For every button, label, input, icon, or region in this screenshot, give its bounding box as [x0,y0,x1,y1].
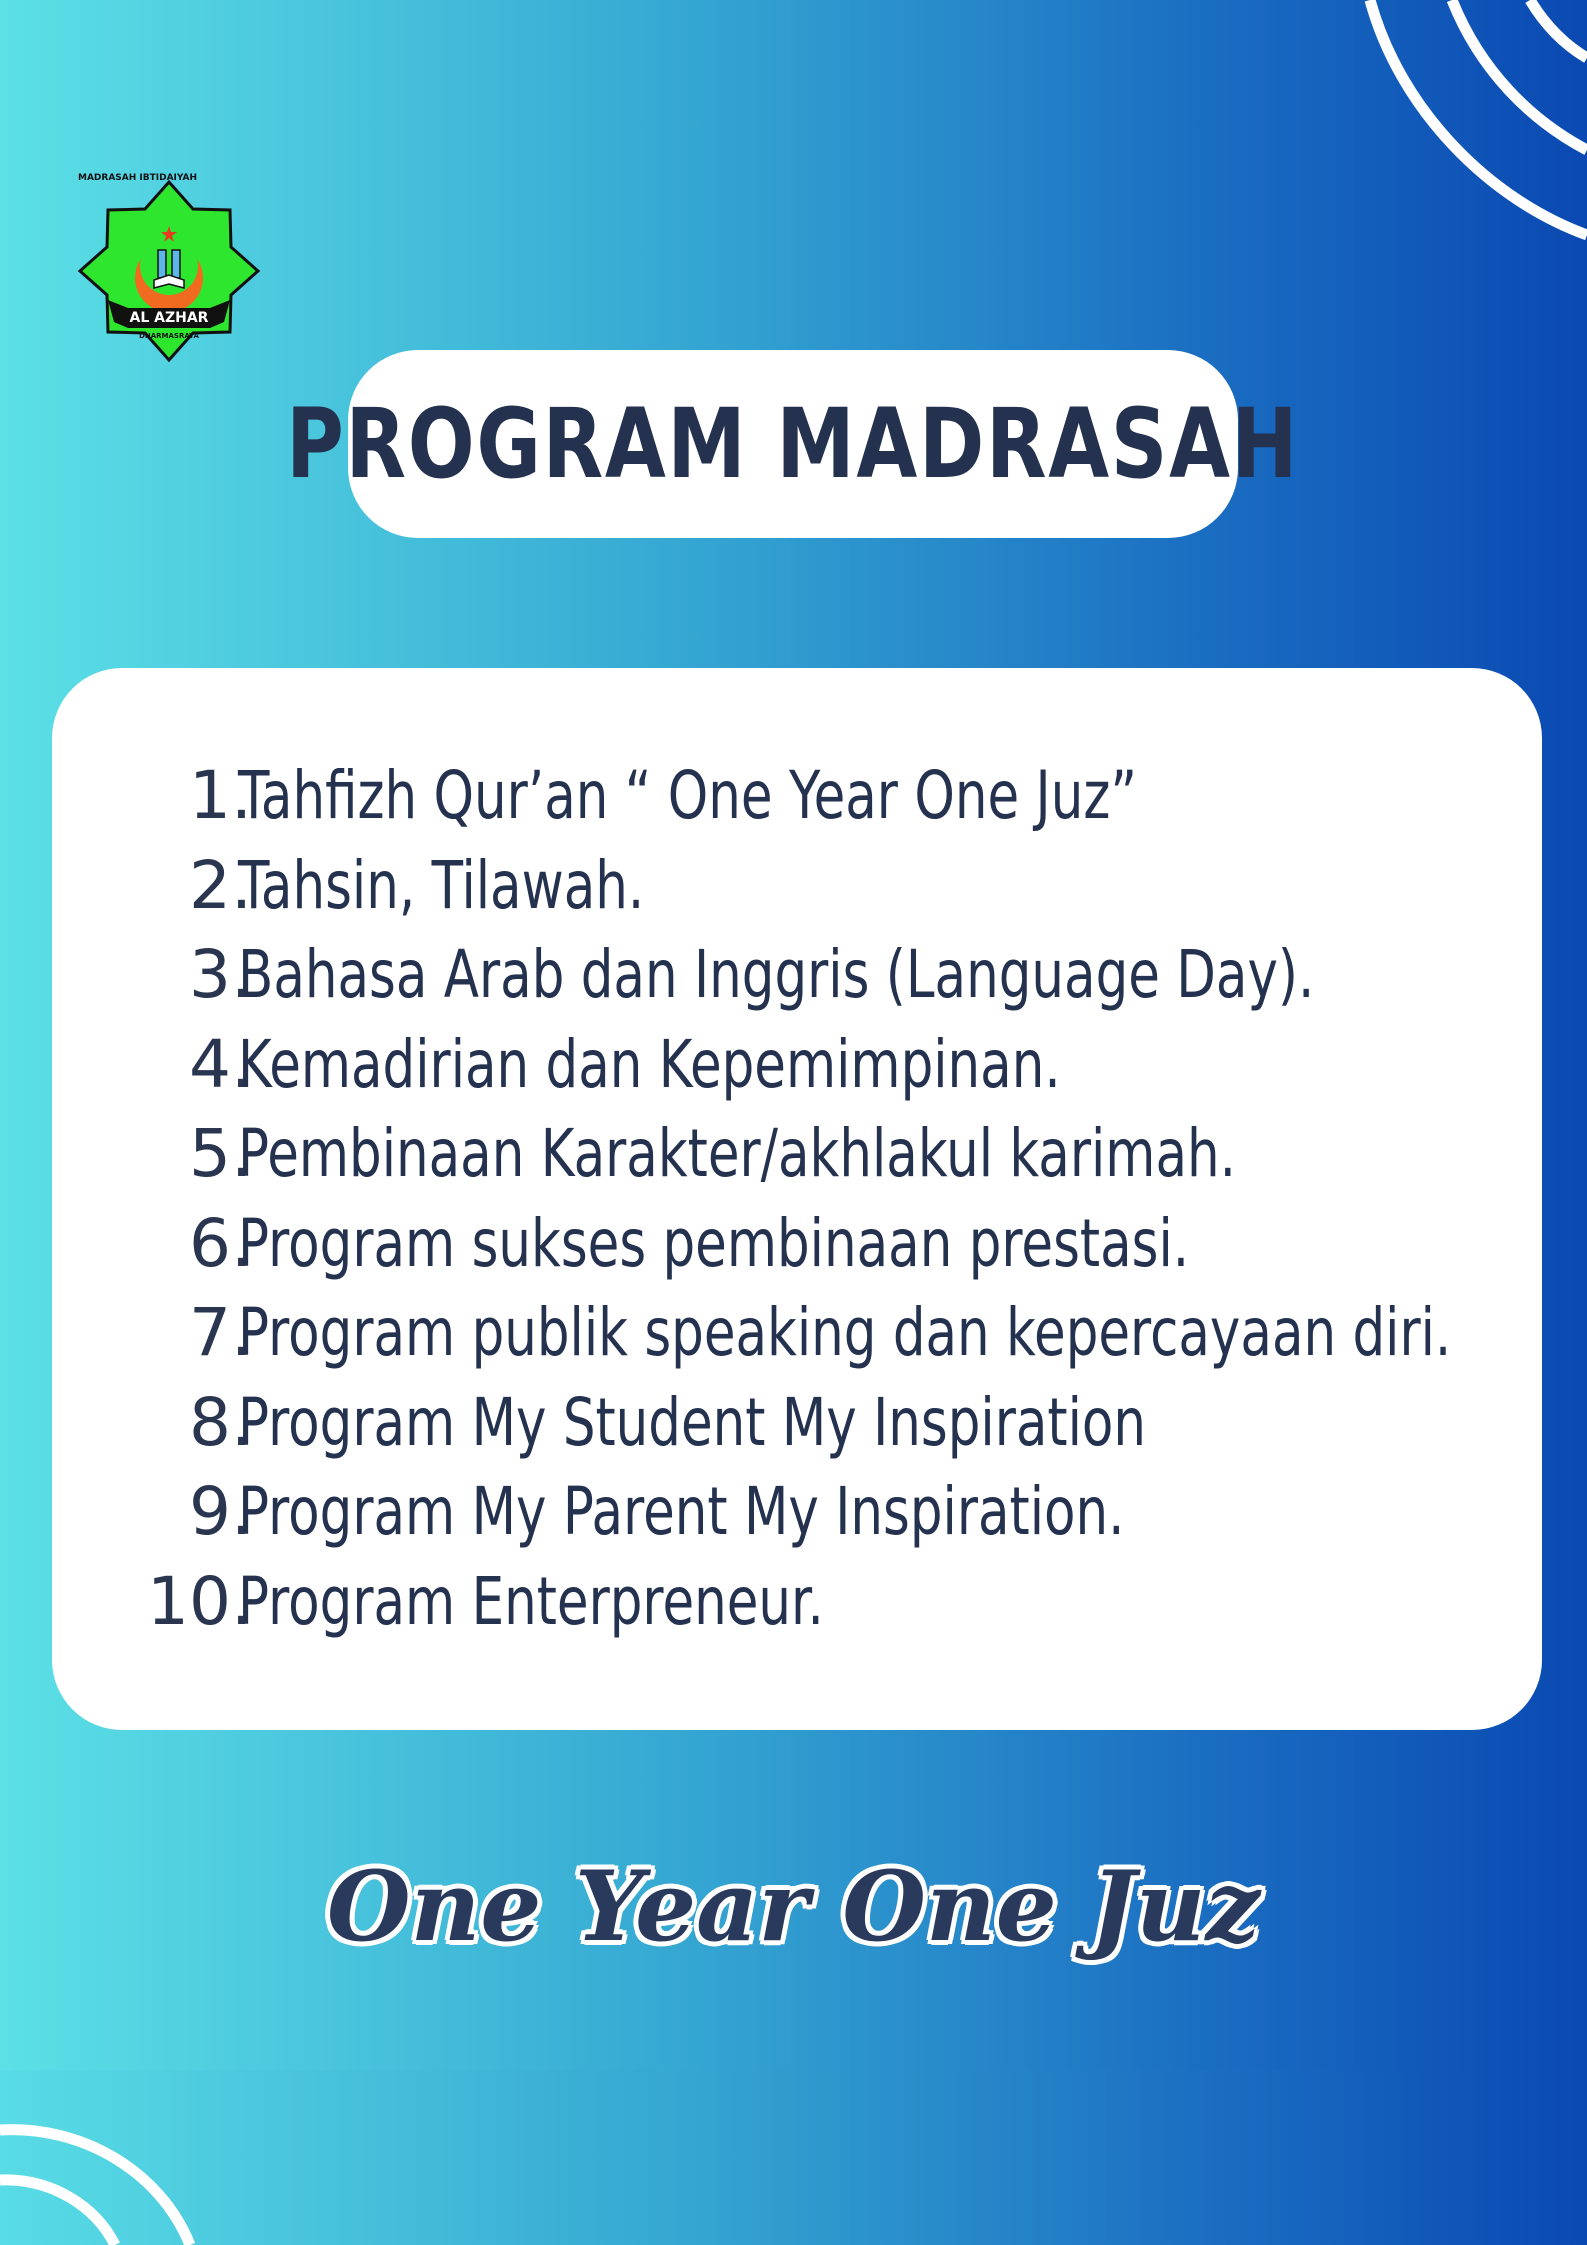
list-item [52,756,1542,846]
list-item-text: Program publik speaking dan kepercayaan diri. [238,1294,1452,1371]
program-list [52,756,1542,1651]
list-item-number: 1. [189,757,252,834]
list-item [52,1562,1542,1652]
list-item-text: Program My Student My Inspiration [238,1383,1147,1461]
list-item [52,846,1542,936]
list-item-text: Tahfizh Qur’an “ One Year One Juz” [238,757,1138,834]
list-item [52,1383,1542,1473]
list-item-number: 10. [147,1562,252,1640]
program-list-card [52,668,1542,1730]
list-item [52,1472,1542,1562]
list-item-text: Program sukses pembinaan prestasi. [238,1204,1190,1282]
list-item-number: 2. [189,846,252,924]
list-item-text: Bahasa Arab dan Inggris (Language Day). [238,936,1315,1013]
list-item [52,1204,1542,1294]
logo-name: AL AZHAR [129,310,209,326]
title-banner [286,350,1300,538]
list-item-number: 6. [189,1204,252,1282]
list-item [52,1025,1542,1115]
list-item-number: 7. [189,1294,252,1371]
list-item-number: 9. [189,1473,252,1550]
list-item-text: Pembinaan Karakter/akhlakul karimah. [238,1115,1236,1192]
list-item-number: 4. [189,1025,252,1103]
logo-arc-text: MADRASAH IBTIDAIYAH [78,173,198,183]
list-item [52,935,1542,1025]
list-item-text: Tahsin, Tilawah. [238,846,645,924]
list-item-text: Program Enterpreneur. [238,1562,824,1640]
tagline: One Year One Juz [326,1850,1261,1963]
list-item [52,1293,1542,1383]
logo-subtext: DHARMASRAYA [139,332,199,340]
decorative-arcs-top [1340,0,1587,250]
school-logo [78,173,260,362]
list-item-number: 8. [189,1383,252,1461]
list-item-number: 3. [189,936,252,1013]
list-item-text: Kemadirian dan Kepemimpinan. [238,1025,1061,1103]
list-item-text: Program My Parent My Inspiration. [238,1473,1125,1550]
list-item [52,1114,1542,1204]
page-title: PROGRAM MADRASAH [286,388,1300,500]
list-item-number: 5. [189,1115,252,1192]
bottom-band [0,2070,1587,2245]
